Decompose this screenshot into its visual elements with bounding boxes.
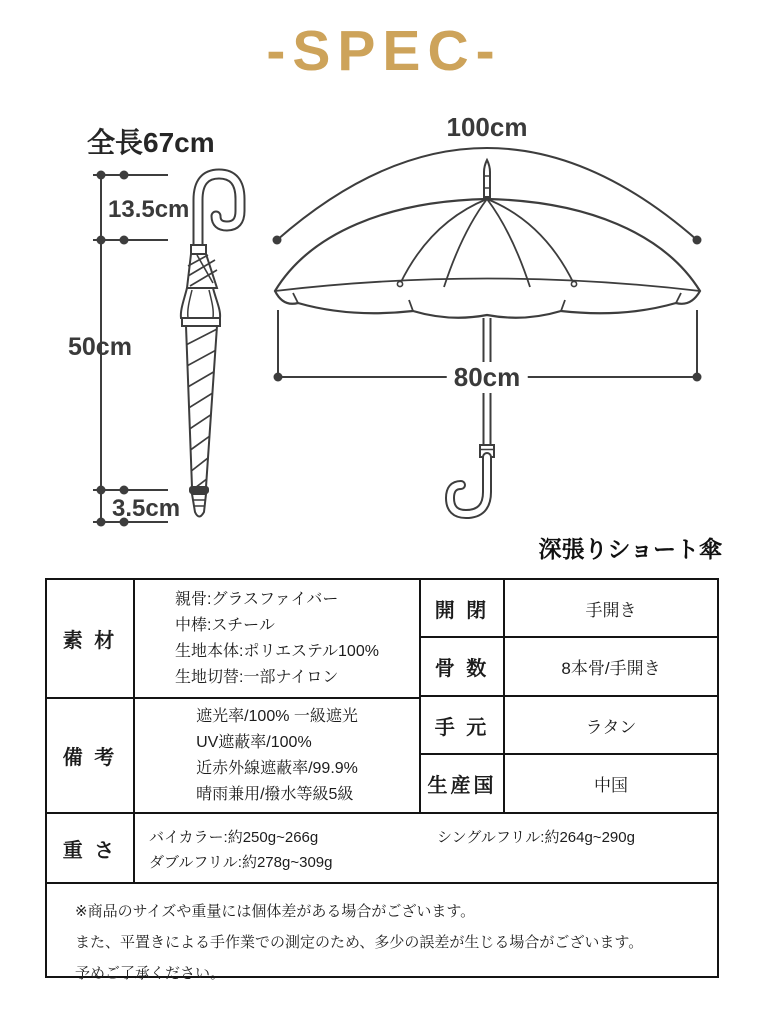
ribs-value: 8本骨/手開き: [505, 638, 717, 697]
weight-line: バイカラー:約250g~266g: [149, 829, 319, 846]
weight-line: ダブルフリル:約278g~309g: [149, 854, 333, 871]
body-length-label: 50cm: [68, 333, 132, 361]
material-line: 生地本体:ポリエステル100%: [175, 642, 379, 660]
material-line: 生地切替:一部ナイロン: [175, 668, 339, 686]
disclaimer: [47, 884, 717, 982]
handle-value: ラタン: [505, 697, 717, 755]
total-length-label: 全長67cm: [87, 127, 215, 158]
canopy-arc-label: 100cm: [446, 112, 528, 142]
remarks-header: 備 考: [47, 699, 135, 814]
closed-umbrella-drawing: [181, 174, 240, 517]
country-header: 生産国: [421, 755, 505, 814]
tip-length-label: 3.5cm: [112, 495, 181, 522]
page-title: -SPEC-: [266, 19, 502, 83]
spec-table: [45, 578, 719, 982]
remarks-value: [135, 699, 421, 814]
weight-header: 重 さ: [47, 814, 135, 884]
weight-value: [135, 814, 717, 884]
material-line: 中棒:スチール: [175, 616, 275, 634]
weight-line: シングルフリル:約264g~290g: [437, 829, 635, 846]
umbrella-type-caption: 深張りショート傘: [538, 536, 722, 562]
canopy-width-label: 80cm: [447, 362, 528, 393]
open-close-value: 手開き: [505, 580, 717, 638]
remarks-line: UV遮蔽率/100%: [196, 733, 312, 751]
disclaimer-line: また、平置きによる手作業での測定のため、多少の誤差が生じる場合がございます。: [75, 934, 644, 951]
remarks-line: 近赤外線遮蔽率/99.9%: [196, 759, 358, 777]
country-value: 中国: [505, 755, 717, 814]
open-close-header: 開 閉: [421, 580, 505, 638]
remarks-line: 晴雨兼用/撥水等級5級: [196, 785, 354, 803]
handle-length-label: 13.5cm: [108, 196, 190, 223]
material-line: 親骨:グラスファイバー: [175, 590, 339, 608]
ribs-header: 骨 数: [421, 638, 505, 697]
material-value: [135, 580, 421, 699]
disclaimer-line: ※商品のサイズや重量には個体差がある場合がございます。: [75, 903, 476, 920]
open-umbrella-drawing: [273, 148, 702, 514]
remarks-line: 遮光率/100% 一級遮光: [196, 707, 358, 725]
handle-header: 手 元: [421, 697, 505, 755]
material-header: 素 材: [47, 580, 135, 699]
disclaimer-line: 予めご了承ください。: [75, 965, 226, 982]
